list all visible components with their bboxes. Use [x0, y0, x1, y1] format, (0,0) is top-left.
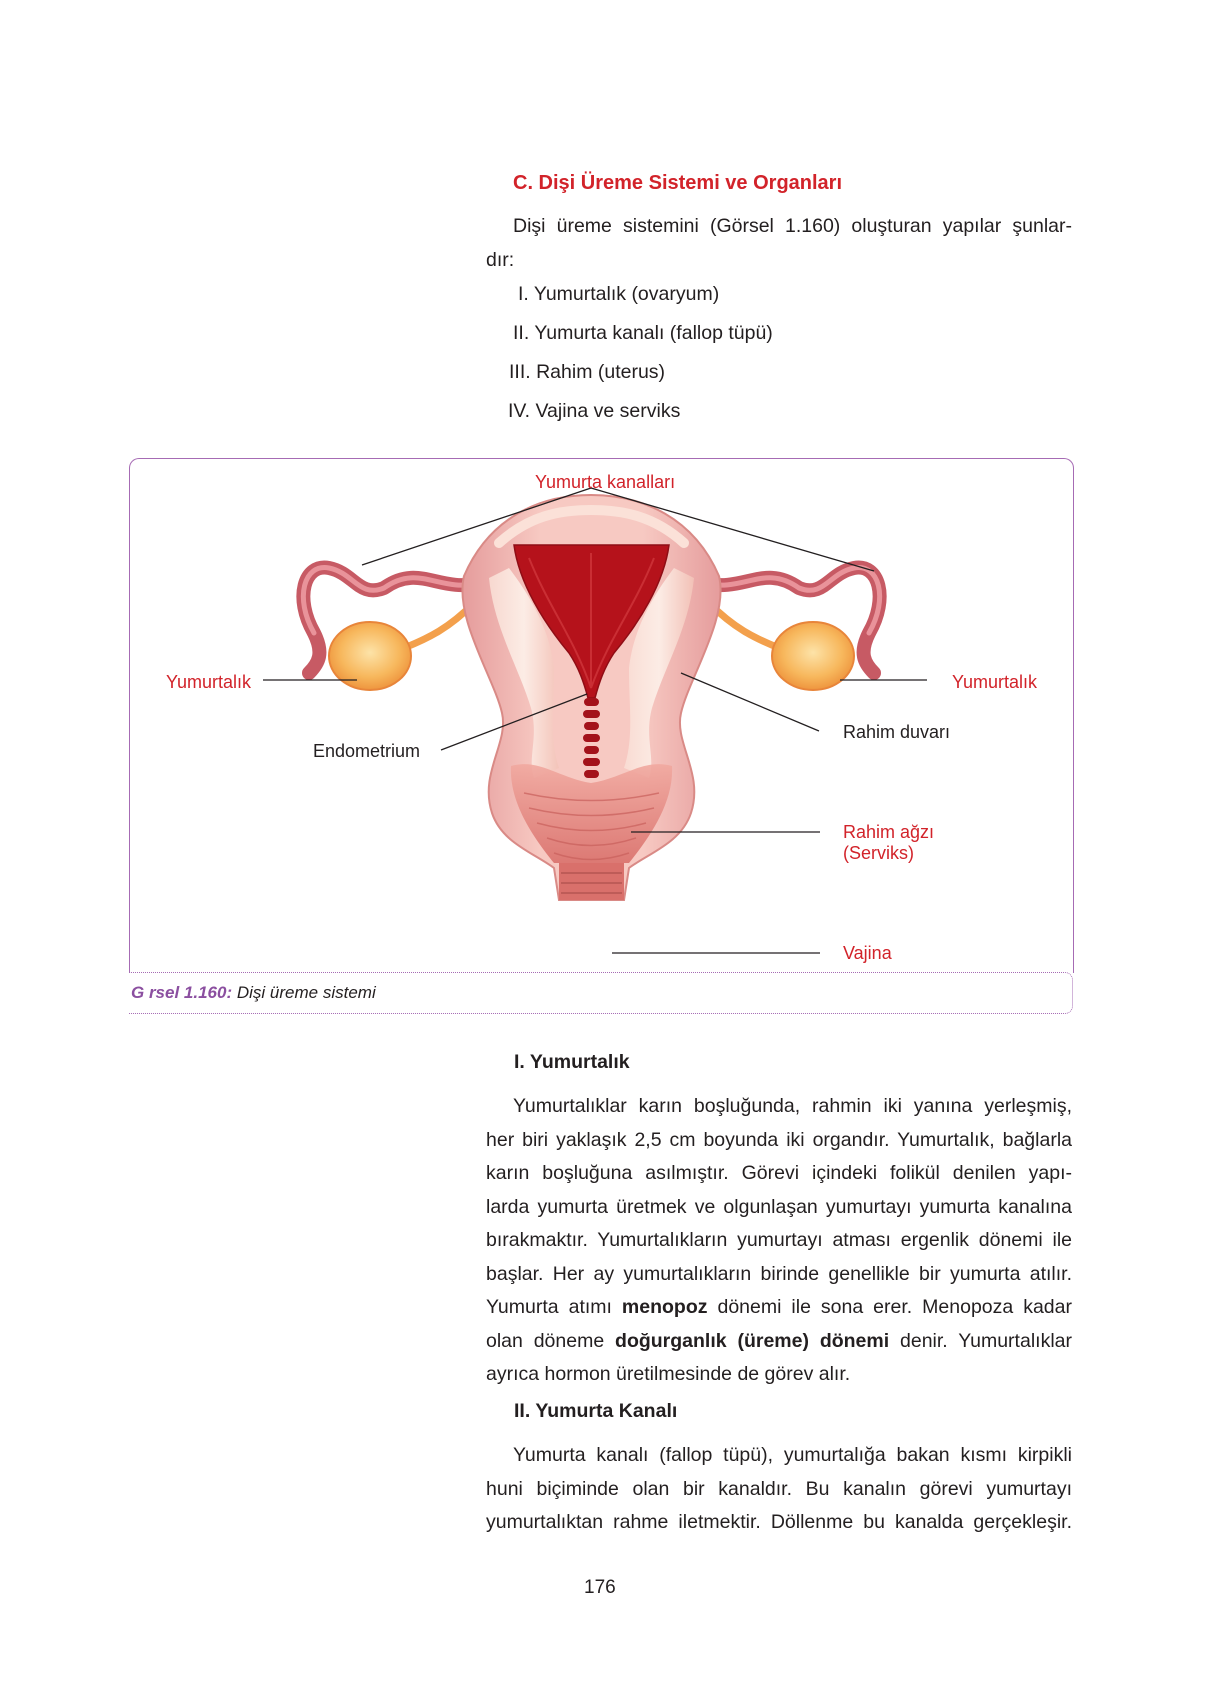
caption-text: Dişi üreme sistemi [236, 983, 376, 1002]
label-uterine-wall: Rahim duvarı [843, 722, 951, 742]
label-cervix-line-2: (Serviks) [843, 843, 914, 863]
subsection-1-body [486, 1090, 1072, 1392]
text-line [486, 1325, 1072, 1359]
list-item: III. Rahim (uterus) [509, 361, 666, 383]
term-fertility-period: doğurganlık (üreme) dönemi [615, 1329, 890, 1352]
label-endometrium: Endometrium [313, 741, 421, 761]
text-line: Yumurtalıklar karın boşluğunda, rahmin iki yanına yerleşmiş, [513, 1095, 1072, 1117]
label-cervix [843, 822, 934, 864]
text-line: başlar. Her ay yumurtalıkların birinde genellikle bir yumurta atılır. [486, 1262, 1072, 1285]
text-line: yumurtalıktan rahme iletmektir. Döllenme bu kanalda gerçekleşir. [486, 1511, 1072, 1533]
intro-paragraph [486, 210, 1072, 277]
list-item: II. Yumurta kanalı (fallop tüpü) [513, 322, 773, 344]
text-line [486, 1291, 1072, 1325]
page-number: 176 [584, 1577, 616, 1598]
term-menopause: menopoz [621, 1296, 708, 1318]
text-segment: Yumurta atımı [486, 1296, 622, 1318]
section-title: C. Dişi Üreme Sistemi ve Organları [513, 172, 843, 194]
vagina [559, 863, 624, 900]
subsection-1-title: I. Yumurtalık [514, 1051, 630, 1073]
text-segment: denir. Yumurtalıklar [889, 1329, 1072, 1352]
uterus-illustration [129, 458, 1072, 972]
text-segment: dönemi ile sona erer. Menopoza kadar [707, 1296, 1072, 1318]
caption-label: G rsel 1.160: [131, 983, 233, 1002]
list-item: IV. Vajina ve serviks [508, 400, 681, 422]
subsection-2-title: II. Yumurta Kanalı [514, 1400, 678, 1422]
text-line: Yumurta kanalı (fallop tüpü), yumurtalığa bakan kısmı kirpikli [513, 1444, 1072, 1466]
text-line: bırakmaktır. Yumurtalıkların yumurtayı atması ergenlik dönemi ile [486, 1229, 1072, 1251]
label-ovary-left: Yumurtalık [166, 672, 252, 692]
text-line: ayrıca hormon üretilmesinde de görev alır. [486, 1363, 851, 1385]
label-cervix-line-1: Rahim ağzı [843, 822, 935, 842]
label-vagina: Vajina [843, 943, 892, 963]
intro-line-1: Dişi üreme sistemini (Görsel 1.160) oluşturan yapılar şunlar- [513, 215, 1072, 237]
text-segment: olan döneme [486, 1329, 616, 1352]
text-line: karın boşluğuna asılmıştır. Görevi içindeki folikül denilen yapı- [486, 1162, 1072, 1184]
intro-line-2: dır: [486, 248, 515, 271]
subsection-2-body [486, 1439, 1072, 1540]
label-ovary-right: Yumurtalık [952, 672, 1038, 692]
text-line: larda yumurta üretmek ve olgunlaşan yumurtayı yumurta kanalına [486, 1195, 1072, 1218]
figure-caption [131, 983, 376, 1003]
list-item: I. Yumurtalık (ovaryum) [518, 283, 720, 305]
text-line: her biri yaklaşık 2,5 cm boyunda iki organdır. Yumurtalık, bağlarla [486, 1128, 1072, 1151]
text-line: huni biçiminde olan bir kanaldır. Bu kanalın görevi yumurtayı [486, 1477, 1072, 1500]
label-fallopian-tubes: Yumurta kanalları [535, 472, 676, 492]
